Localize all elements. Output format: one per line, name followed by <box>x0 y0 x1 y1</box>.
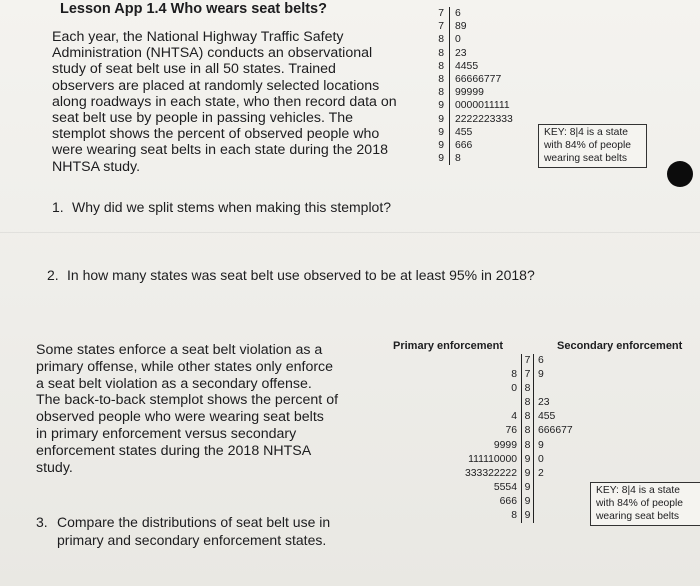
intro-line: NHTSA study. <box>52 158 141 175</box>
paragraph-line: observed people who were wearing seat belts <box>36 409 324 426</box>
stem: 8 <box>521 396 534 410</box>
primary-leaves: 5554 <box>493 481 517 493</box>
stem: 8 <box>438 87 444 99</box>
stem: 8 <box>521 410 534 424</box>
paragraph-line: primary offense, while other states only enforce <box>36 358 334 375</box>
stem: 9 <box>521 509 534 523</box>
stemplot-row <box>447 509 573 523</box>
intro-paragraph <box>52 29 422 175</box>
primary-leaves: 9999 <box>493 439 517 451</box>
paragraph-line: The back-to-back stemplot shows the percent of <box>36 392 339 409</box>
secondary-leaves <box>534 481 538 495</box>
stemplot-row <box>425 113 513 126</box>
enforcement-paragraph <box>36 342 394 476</box>
key-line: KEY: 8|4 is a state <box>596 485 680 496</box>
paragraph-line: study. <box>36 459 73 476</box>
secondary-leaves: 0 <box>538 453 544 465</box>
stemplot-row <box>447 382 573 396</box>
leaves: 666 <box>449 139 472 152</box>
question-3 <box>36 513 396 549</box>
stem: 7 <box>521 354 534 368</box>
question-number: 1. <box>52 199 64 215</box>
primary-leaves: 4 <box>511 411 517 423</box>
stemplot-row <box>425 7 513 20</box>
primary-leaves: 8 <box>511 510 517 522</box>
question-number: 3. <box>36 514 48 530</box>
stemplot-all-states <box>425 7 513 165</box>
stem: 9 <box>438 139 444 151</box>
camera-dot <box>667 161 693 187</box>
leaves: 0 <box>449 33 461 46</box>
stemplot-key <box>538 124 647 168</box>
stemplot-row <box>447 495 573 509</box>
question-1 <box>52 199 391 215</box>
primary-leaves: 666 <box>499 495 517 507</box>
leaves: 2222223333 <box>449 113 513 126</box>
stemplot-row <box>425 47 513 60</box>
stem: 9 <box>521 495 534 509</box>
stem: 9 <box>438 100 444 112</box>
primary-leaves <box>447 354 521 368</box>
stem: 9 <box>521 481 534 495</box>
stemplot-row <box>447 396 573 410</box>
stem: 7 <box>438 21 444 33</box>
stemplot-row <box>447 481 573 495</box>
stemplot-row <box>425 20 513 33</box>
leaves: 99999 <box>449 86 484 99</box>
stem: 8 <box>521 382 534 396</box>
secondary-leaves: 455 <box>538 411 556 423</box>
question-2 <box>47 267 535 283</box>
key-line: with 84% of people <box>596 498 684 509</box>
question-line: primary and secondary enforcement states. <box>57 532 327 548</box>
stemplot-row <box>425 73 513 86</box>
paragraph-line: Some states enforce a seat belt violation as a <box>36 342 323 358</box>
stem: 9 <box>521 453 534 467</box>
secondary-leaves: 9 <box>538 369 544 381</box>
intro-line: along roadways in each state, who then record data on <box>52 93 397 110</box>
stem: 8 <box>438 47 444 59</box>
stem: 9 <box>438 113 444 125</box>
stemplot-row <box>425 86 513 99</box>
secondary-leaves: 6 <box>538 355 544 366</box>
primary-enforcement-label: Primary enforcement <box>393 340 504 352</box>
key-line: wearing seat belts <box>544 153 627 164</box>
secondary-leaves: 23 <box>538 397 550 409</box>
stemplot-row <box>425 60 513 73</box>
back-to-back-stemplot <box>447 354 573 523</box>
paragraph-line: in primary enforcement versus secondary <box>36 425 297 442</box>
question-text: Why did we split stems when making this stemplot? <box>72 199 392 215</box>
leaves: 455 <box>449 126 472 139</box>
stemplot-row <box>425 99 513 112</box>
paragraph-line: a seat belt violation as a secondary offense. <box>36 375 312 392</box>
lesson-heading: Lesson App 1.4 Who wears seat belts? <box>60 1 327 17</box>
page-divider <box>0 232 700 233</box>
stem: 9 <box>438 153 444 165</box>
stem: 8 <box>438 73 444 85</box>
intro-line: seat belt use by people in passing vehicles. The <box>52 110 354 127</box>
stemplot-row <box>425 126 513 139</box>
stem: 7 <box>521 368 534 382</box>
leaves: 23 <box>449 47 467 60</box>
primary-leaves: 0 <box>511 383 517 395</box>
question-text: In how many states was seat belt use observed to be at least 95% in 2018? <box>67 267 535 283</box>
stem: 8 <box>521 439 534 453</box>
leaves: 4455 <box>449 60 478 73</box>
secondary-enforcement-label: Secondary enforcement <box>557 340 683 352</box>
stemplot-row <box>425 152 513 165</box>
secondary-leaves <box>534 509 538 523</box>
secondary-leaves: 666677 <box>538 425 573 437</box>
intro-line: study of seat belt use in all 50 states. Trained <box>52 61 336 78</box>
stemplot-row <box>425 139 513 152</box>
secondary-leaves <box>534 495 538 509</box>
secondary-leaves: 9 <box>538 439 544 451</box>
stem: 7 <box>438 8 444 19</box>
key-line: wearing seat belts <box>596 511 679 522</box>
stemplot-row <box>447 424 573 438</box>
question-line: Compare the distributions of seat belt use in <box>57 514 331 530</box>
stem: 8 <box>438 60 444 72</box>
leaves: 6 <box>449 7 461 20</box>
intro-line: observers are placed at randomly selected locations <box>52 77 380 94</box>
back-to-back-key <box>590 482 700 526</box>
intro-line: stemplot shows the percent of observed people who <box>52 126 380 143</box>
stem: 8 <box>438 34 444 46</box>
stemplot-row <box>447 439 573 453</box>
primary-leaves: 76 <box>505 425 517 437</box>
leaves: 66666777 <box>449 73 501 86</box>
primary-leaves: 8 <box>511 369 517 381</box>
leaves: 0000011111 <box>449 99 510 112</box>
secondary-leaves <box>534 382 538 396</box>
paragraph-line: enforcement states during the 2018 NHTSA <box>36 442 312 459</box>
stemplot-row <box>425 33 513 46</box>
primary-leaves <box>447 396 521 410</box>
stemplot-row <box>447 467 573 481</box>
primary-leaves: 333322222 <box>464 467 517 479</box>
question-number: 2. <box>47 267 59 283</box>
secondary-leaves: 2 <box>538 467 544 479</box>
question-text <box>57 513 387 549</box>
stemplot-row <box>447 453 573 467</box>
stem: 8 <box>521 424 534 438</box>
stemplot-row <box>447 354 573 368</box>
leaves: 8 <box>449 152 461 165</box>
intro-line: Administration (NHTSA) conducts an observational <box>52 45 373 62</box>
stemplot-row <box>447 410 573 424</box>
intro-line: Each year, the National Highway Traffic Safety <box>52 29 344 45</box>
key-line: KEY: 8|4 is a state <box>544 127 628 138</box>
stemplot-row <box>447 368 573 382</box>
primary-leaves: 111110000 <box>468 453 517 465</box>
leaves: 89 <box>449 20 467 33</box>
key-line: with 84% of people <box>544 140 632 151</box>
stem: 9 <box>438 126 444 138</box>
intro-line: were wearing seat belts in each state during the 2018 <box>52 142 388 159</box>
stem: 9 <box>521 467 534 481</box>
